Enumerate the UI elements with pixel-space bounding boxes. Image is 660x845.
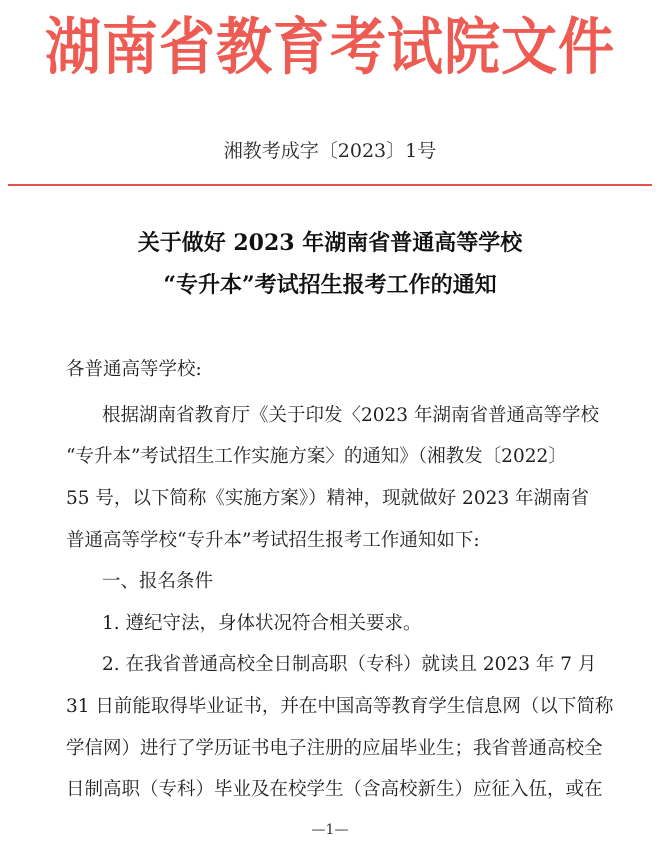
- salutation: 各普通高等学校:: [66, 359, 202, 380]
- condition-item-2-line: 日制高职（专科）毕业及在校学生（含高校新生）应征入伍，或在: [66, 779, 603, 800]
- condition-item-1: 1. 遵纪守法，身体状况符合相关要求。: [102, 613, 422, 634]
- notice-title-line-1: 关于做好 2023 年湖南省普通高等学校: [137, 230, 523, 256]
- body-line: “专升本”考试招生工作实施方案〉的通知》（湘教发〔2022〕: [66, 446, 567, 467]
- page-number: —1—: [311, 822, 349, 838]
- header-divider: [8, 184, 652, 186]
- body-line: 根据湖南省教育厅《关于印发〈2023 年湖南省普通高等学校: [102, 405, 599, 426]
- document-number: 湘教考成字〔2023〕1号: [223, 140, 437, 162]
- section-heading: 一、报名条件: [102, 571, 214, 592]
- body-line: 普通高等学校“专升本”考试招生报考工作通知如下:: [66, 530, 480, 551]
- body-line: 55 号，以下简称《实施方案》）精神，现就做好 2023 年湖南省: [66, 488, 590, 509]
- condition-item-2-line: 学信网）进行了学历证书电子注册的应届毕业生；我省普通高校全: [66, 738, 603, 759]
- notice-title-line-2: “专升本”考试招生报考工作的通知: [163, 272, 497, 298]
- condition-item-2-line: 31 日前能取得毕业证书，并在中国高等教育学生信息网（以下简称: [66, 696, 614, 717]
- condition-item-2-line: 2. 在我省普通高校全日制高职（专科）就读且 2023 年 7 月: [102, 654, 597, 675]
- document-header-title: 湖南省教育考试院文件: [45, 11, 615, 84]
